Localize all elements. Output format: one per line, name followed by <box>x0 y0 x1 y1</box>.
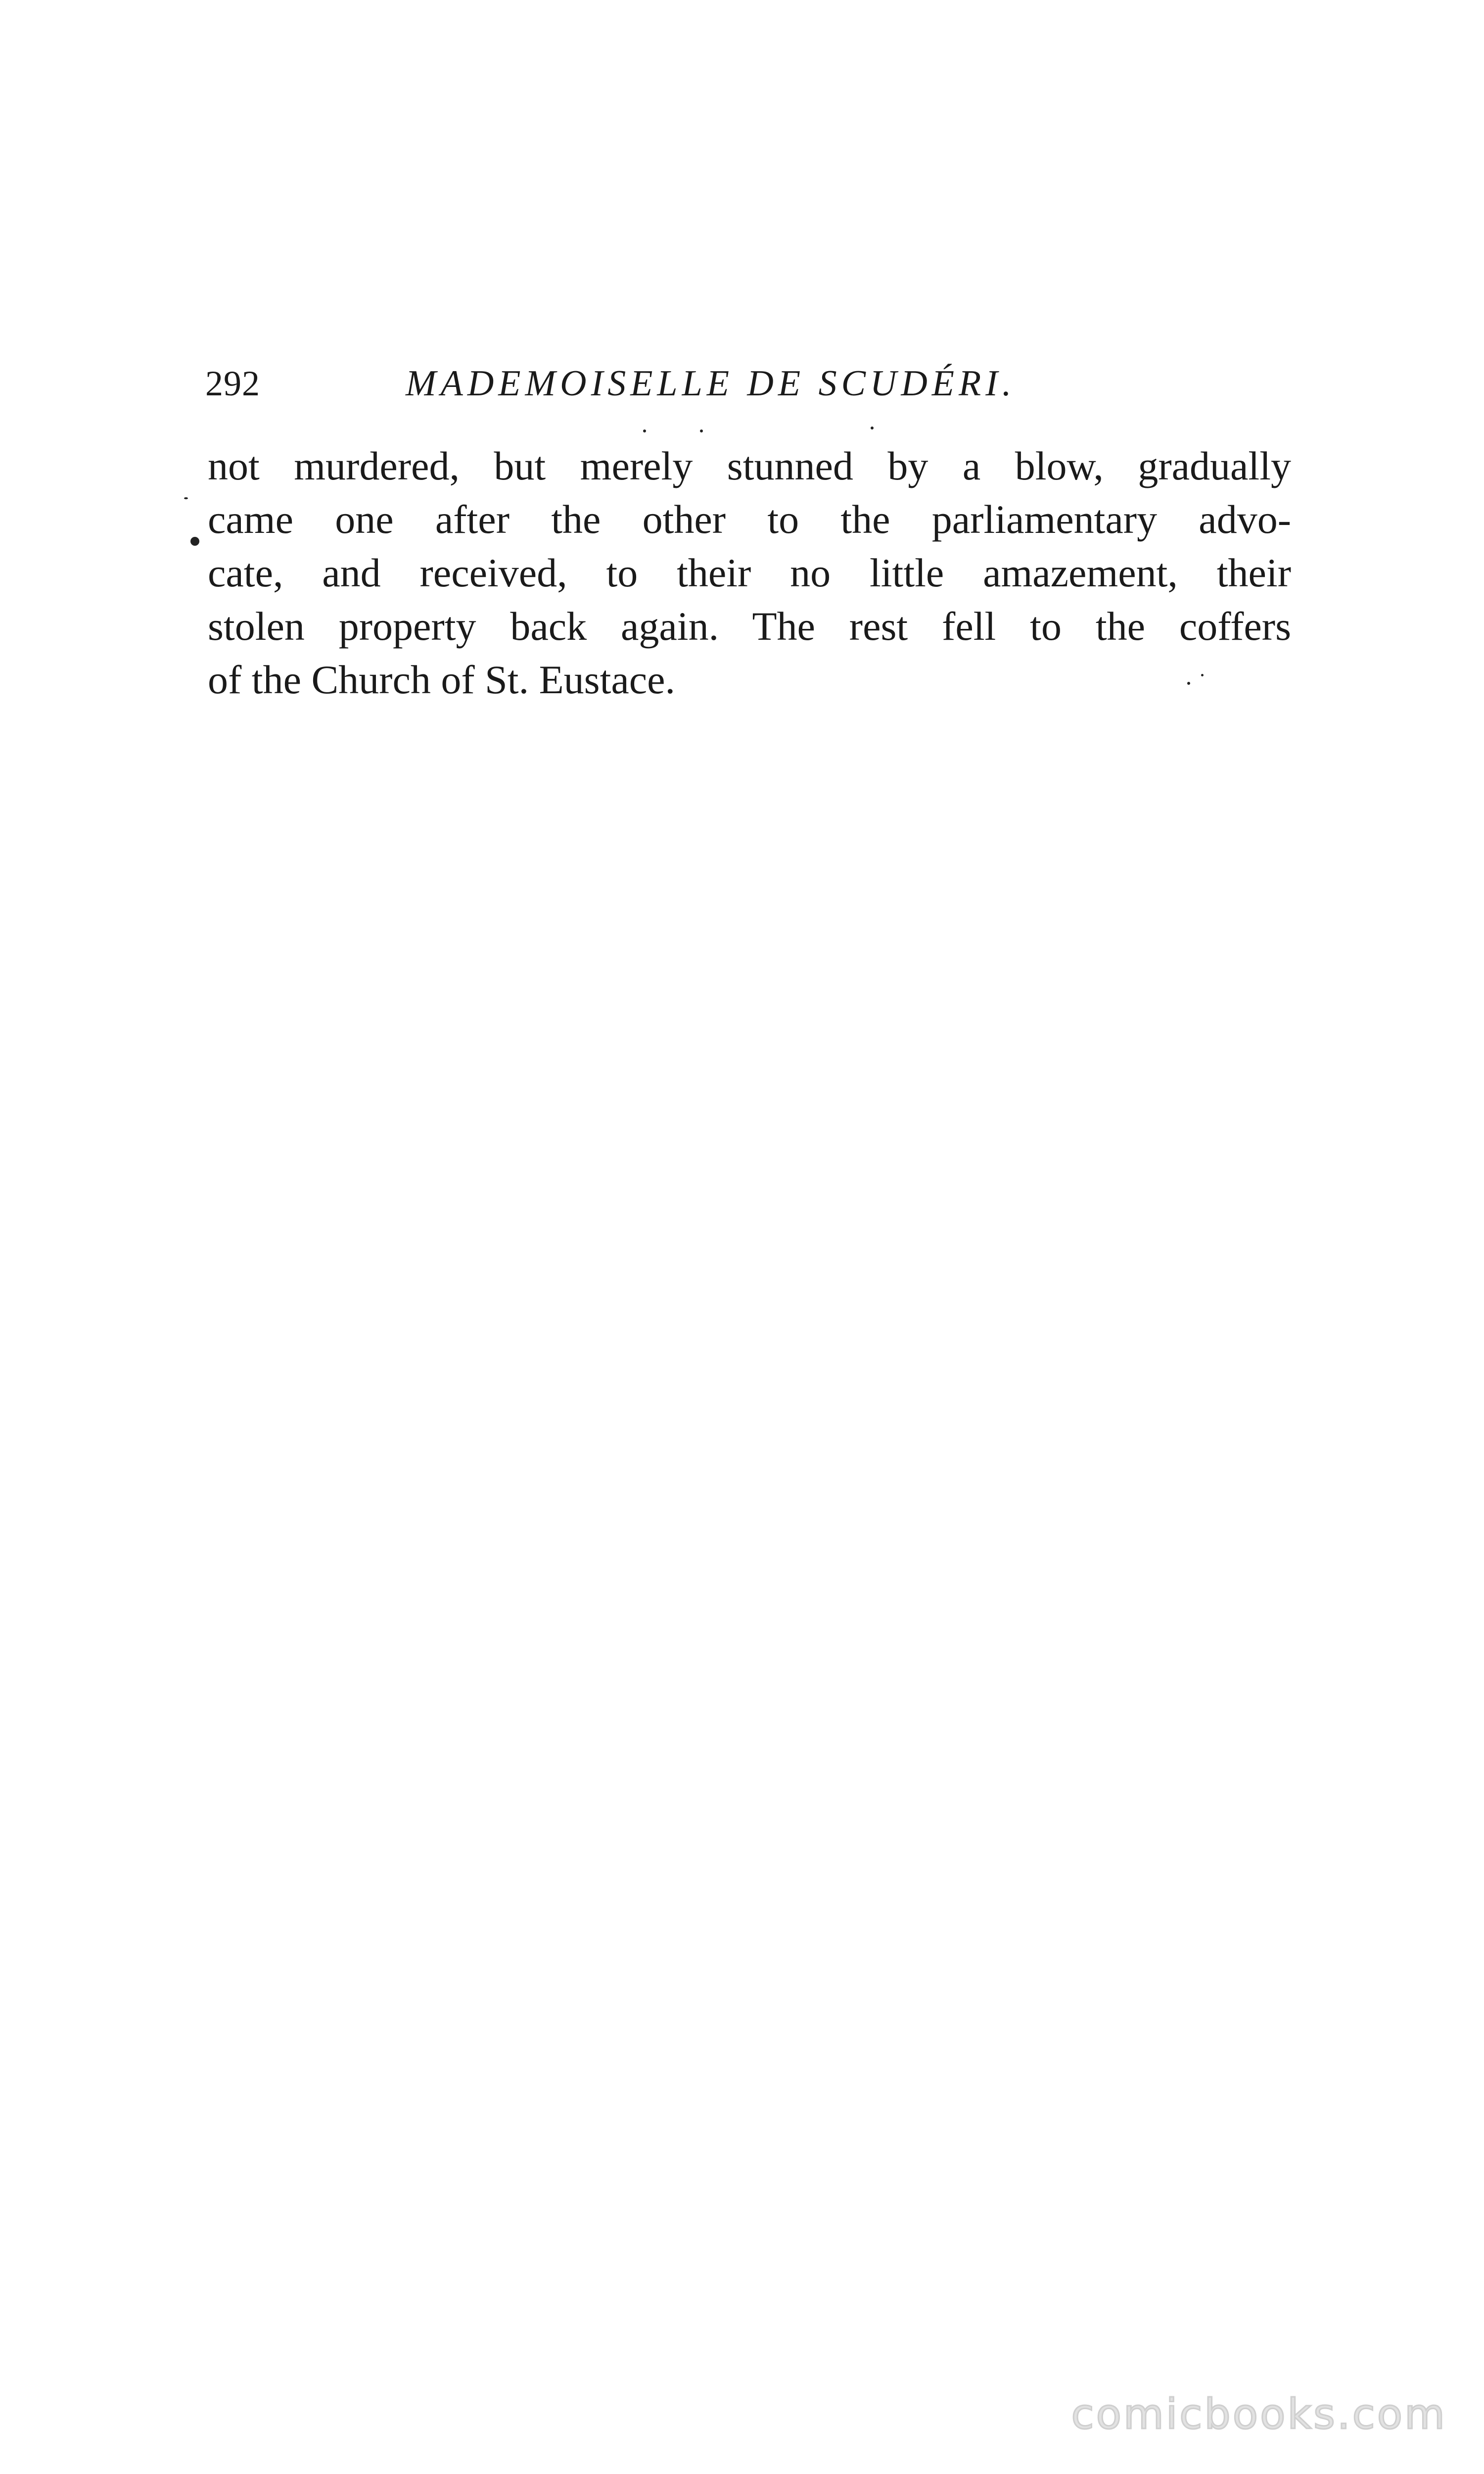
print-speck <box>700 429 703 432</box>
body-paragraph <box>208 439 1291 707</box>
print-speck <box>1201 674 1204 676</box>
print-speck <box>190 537 199 546</box>
print-speck <box>1187 682 1190 685</box>
running-title: MADEMOISELLE DE SCUDÉRI. <box>406 363 1016 404</box>
text-line: of the Church of St. Eustace. <box>208 657 676 702</box>
print-speck <box>643 429 646 432</box>
text-line: came one after the other to the parliamentary advo- <box>208 497 1291 542</box>
print-speck <box>871 427 874 429</box>
print-speck <box>184 497 188 499</box>
page-number: 292 <box>205 364 260 403</box>
watermark: comicbooks.com <box>1071 2390 1447 2438</box>
running-head <box>205 356 1289 411</box>
text-line: not murdered, but merely stunned by a blow, gradually <box>208 443 1291 488</box>
text-line: stolen property back again. The rest fell to the coffers <box>208 604 1291 649</box>
text-line: cate, and received, to their no little amazement, their <box>208 550 1291 595</box>
